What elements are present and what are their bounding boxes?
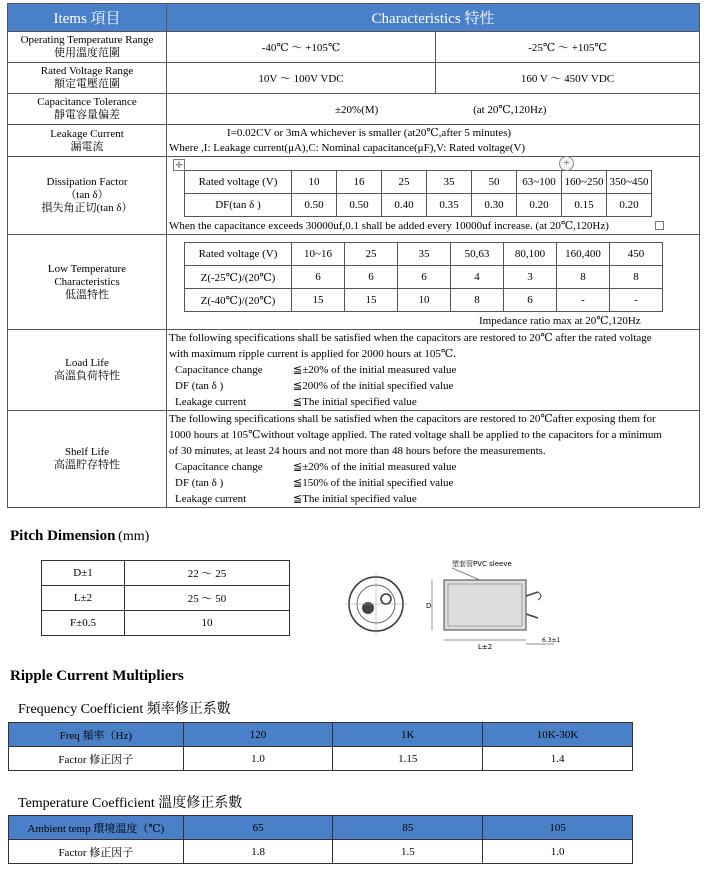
- capacitor-drawing: [340, 556, 580, 652]
- diameter-label: D: [426, 602, 432, 610]
- lowtemp-voltage-cell: 10~16: [292, 243, 345, 266]
- temp-factor-cell: 1.5: [333, 840, 483, 864]
- temp-head-cell: 65: [183, 816, 333, 840]
- temp-head-cell: 105: [483, 816, 633, 840]
- shelflife-item: [169, 491, 699, 507]
- shelflife-line1: The following specifications shall be satisfied when the capacitors are restored to 20℃after exposing them for: [169, 413, 656, 425]
- freq-head-cell: 1K: [333, 723, 483, 747]
- loadlife-line1: The following specifications shall be satisfied when the capacitors are restored to 20℃ after the rated voltage: [169, 332, 652, 344]
- temp-factor-cell: Factor 修正因子: [9, 840, 184, 864]
- df-value-cell: 0.15: [562, 194, 607, 217]
- df-value-cell: 0.30: [472, 194, 517, 217]
- df-voltage-cell: 50: [472, 171, 517, 194]
- freq-title: Frequency Coefficient 頻率修正系數: [18, 702, 231, 717]
- pitch-value: 25 ～ 50: [125, 586, 290, 611]
- df-value-cell: DF(tan δ ): [185, 194, 292, 217]
- op-temp-label-en: Operating Temperature Range: [20, 34, 154, 46]
- ripple-title: Ripple Current Multipliers: [10, 668, 184, 684]
- lowtemp-z40-cell: 10: [398, 289, 451, 312]
- lowtemp-voltage-cell: 25: [345, 243, 398, 266]
- voltage-right: 160 V ～ 450V VDC: [436, 63, 700, 94]
- resize-handle-icon[interactable]: [655, 221, 664, 230]
- header-characteristics: Characteristics 特性: [167, 4, 700, 32]
- freq-factor-cell: Factor 修正因子: [9, 747, 184, 771]
- df-value-cell: 0.50: [292, 194, 337, 217]
- pitch-row: [42, 586, 290, 611]
- df-value-cell: 0.35: [427, 194, 472, 217]
- pitch-value: 22 ～ 25: [125, 561, 290, 586]
- shelflife-item: [169, 459, 699, 475]
- loadlife-item-value: ≦200% of the initial specified value: [293, 380, 454, 392]
- loadlife-item: [169, 378, 699, 394]
- df-voltage-cell: 10: [292, 171, 337, 194]
- leakage-label: [8, 125, 167, 157]
- sleeve-label: 塑套管PVC sleeve: [452, 560, 512, 568]
- pitch-heading: [10, 528, 149, 545]
- lowtemp-note: Impedance ratio max at 20℃,120Hz: [479, 315, 641, 327]
- header-items: Items 項目: [8, 4, 167, 32]
- df-value-cell: 0.20: [517, 194, 562, 217]
- shelflife-label: [8, 411, 167, 508]
- lowtemp-table: [184, 242, 663, 312]
- lowtemp-z25-cell: Z(-25℃)/(20℃): [185, 266, 292, 289]
- loadlife-text: [167, 330, 700, 411]
- voltage-label: [8, 63, 167, 94]
- pitch-title: Pitch Dimension: [10, 528, 116, 544]
- loadlife-label: [8, 330, 167, 411]
- temp-title: Temperature Coefficient 溫度修正系數: [18, 796, 243, 811]
- lowtemp-z25-cell: 8: [610, 266, 663, 289]
- leakage-text: [167, 125, 700, 157]
- pitch-key: L±2: [42, 586, 125, 611]
- lowtemp-z40-cell: -: [610, 289, 663, 312]
- freq-factor-cell: 1.4: [483, 747, 633, 771]
- df-label: [8, 157, 167, 235]
- df-value-cell: 0.50: [337, 194, 382, 217]
- freq-table: [8, 722, 633, 771]
- capacitor-top-view: [345, 574, 407, 634]
- pitch-table: [41, 560, 290, 636]
- length-label: L±2: [478, 643, 493, 651]
- temp-table: [8, 815, 633, 864]
- freq-head-cell: 120: [183, 723, 333, 747]
- shelflife-item-key: Leakage current: [175, 493, 247, 505]
- lowtemp-label-en1: Low Temperature: [47, 262, 127, 275]
- op-temp-label: [8, 32, 167, 63]
- leakage-label-zh: 漏電流: [70, 140, 104, 153]
- freq-head-cell: Freq 頻率（Hz): [9, 723, 184, 747]
- shelflife-item-value: ≦150% of the initial specified value: [293, 477, 454, 489]
- shelflife-item-value: ≦±20% of the initial measured value: [293, 461, 457, 473]
- op-temp-label-zh: 使用溫度范圍: [54, 47, 120, 59]
- loadlife-item: [169, 362, 699, 378]
- pitch-key: D±1: [42, 561, 125, 586]
- loadlife-item-key: Capacitance change: [175, 364, 263, 376]
- leakage-formula: I=0.02CV or 3mA whichever is smaller (at20℃,after 5 minutes): [227, 126, 512, 139]
- capacitor-side-view: [432, 568, 554, 644]
- loadlife-item-value: ≦The initial specified value: [293, 396, 417, 408]
- df-voltage-cell: 25: [382, 171, 427, 194]
- shelflife-item-key: Capacitance change: [175, 461, 263, 473]
- lowtemp-z25-cell: 3: [504, 266, 557, 289]
- shelflife-item-key: DF (tan δ ): [175, 477, 224, 489]
- df-note: When the capacitance exceeds 30000uf,0.1 shall be added every 10000uf increase. (at 20℃,120Hz): [169, 220, 609, 232]
- temp-head-cell: 85: [333, 816, 483, 840]
- df-voltage-cell: 160~250: [562, 171, 607, 194]
- tolerance-value-cell: [167, 94, 700, 125]
- lowtemp-label: [8, 235, 167, 330]
- lowtemp-label-zh: 低溫特性: [65, 288, 109, 301]
- df-value-cell: 0.40: [382, 194, 427, 217]
- df-voltage-cell: Rated voltage (V): [185, 171, 292, 194]
- lowtemp-voltage-cell: 160,400: [557, 243, 610, 266]
- lowtemp-voltage-cell: Rated voltage (V): [185, 243, 292, 266]
- lowtemp-z40-cell: 15: [292, 289, 345, 312]
- op-temp-left: -40℃ ～ +105℃: [167, 32, 436, 63]
- df-table: [184, 170, 652, 217]
- loadlife-label-en: Load Life: [65, 357, 109, 369]
- pitch-unit: (mm): [118, 529, 150, 544]
- lowtemp-voltage-cell: 450: [610, 243, 663, 266]
- df-label-tan: （tan δ）: [65, 189, 109, 201]
- tolerance-label-en: Capacitance Tolerance: [37, 96, 137, 108]
- shelflife-item-value: ≦The initial specified value: [293, 493, 417, 505]
- df-voltage-cell: 16: [337, 171, 382, 194]
- tolerance-label: [8, 94, 167, 125]
- df-voltage-cell: 35: [427, 171, 472, 194]
- lowtemp-z40-cell: -: [557, 289, 610, 312]
- lowtemp-z25-cell: 6: [345, 266, 398, 289]
- df-cell: [167, 157, 700, 235]
- loadlife-item-key: Leakage current: [175, 396, 247, 408]
- freq-factor-cell: 1.15: [333, 747, 483, 771]
- lowtemp-cell: [167, 235, 700, 330]
- shelflife-line3: of 30 minutes, at least 24 hours and not more than 48 hours before the measurements.: [169, 445, 546, 457]
- loadlife-item-value: ≦±20% of the initial measured value: [293, 364, 457, 376]
- shelflife-text: [167, 411, 700, 508]
- lowtemp-z40-cell: Z(-40℃)/(20℃): [185, 289, 292, 312]
- lowtemp-z25-cell: 4: [451, 266, 504, 289]
- df-label-zh: 損失角正切(tan δ）: [41, 202, 133, 214]
- move-handle-icon[interactable]: ✛: [173, 159, 185, 171]
- voltage-label-zh: 額定電壓范圍: [54, 78, 120, 90]
- loadlife-line2: with maximum ripple current is applied for 2000 hours at 105℃.: [169, 348, 456, 360]
- df-value-cell: 0.20: [607, 194, 652, 217]
- loadlife-item-key: DF (tan δ ): [175, 380, 224, 392]
- lowtemp-label-en2: Characteristics: [54, 275, 120, 288]
- shelflife-label-zh: 高溫貯存特性: [54, 459, 120, 471]
- temp-head-cell: Ambient temp 環境溫度（℃): [9, 816, 184, 840]
- shelflife-line2: 1000 hours at 105℃without voltage applied. The rated voltage shall be applied to the capacitors for a minimum: [169, 429, 662, 441]
- pitch-key: F±0.5: [42, 611, 125, 636]
- loadlife-label-zh: 高溫負荷特性: [54, 370, 120, 382]
- shelflife-item: [169, 475, 699, 491]
- lowtemp-z25-cell: 6: [398, 266, 451, 289]
- freq-head-cell: 10K-30K: [483, 723, 633, 747]
- lowtemp-voltage-cell: 80,100: [504, 243, 557, 266]
- lowtemp-z40-cell: 8: [451, 289, 504, 312]
- tolerance-value: ±20%(M): [335, 103, 379, 116]
- tolerance-label-zh: 靜電容量偏差: [54, 109, 120, 121]
- leakage-where: Where ,I: Leakage current(μA),C: Nominal capacitance(μF),V: Rated voltage(V): [169, 141, 526, 154]
- leakage-label-en: Leakage Current: [50, 127, 124, 140]
- shelflife-label-en: Shelf Life: [64, 446, 110, 458]
- df-label-en: Dissipation Factor: [46, 176, 128, 188]
- lowtemp-z40-cell: 6: [504, 289, 557, 312]
- freq-factor-cell: 1.0: [183, 747, 333, 771]
- df-note-row: [167, 219, 699, 232]
- lowtemp-z25-cell: 8: [557, 266, 610, 289]
- pitch-value: 10: [125, 611, 290, 636]
- tolerance-cond: (at 20℃,120Hz): [473, 103, 547, 116]
- temp-factor-cell: 1.0: [483, 840, 633, 864]
- lowtemp-voltage-cell: 50,63: [451, 243, 504, 266]
- add-column-icon[interactable]: +: [559, 156, 574, 171]
- df-voltage-cell: 63~100: [517, 171, 562, 194]
- op-temp-right: -25℃ ～ +105℃: [436, 32, 700, 63]
- lowtemp-z25-cell: 6: [292, 266, 345, 289]
- lead-label: 6.3±1: [542, 637, 561, 644]
- lowtemp-voltage-cell: 35: [398, 243, 451, 266]
- voltage-label-en: Rated Voltage Range: [40, 65, 134, 77]
- pitch-row: [42, 561, 290, 586]
- df-voltage-cell: 350~450: [607, 171, 652, 194]
- loadlife-item: [169, 394, 699, 410]
- lowtemp-z40-cell: 15: [345, 289, 398, 312]
- spec-table: [7, 3, 700, 508]
- temp-factor-cell: 1.8: [183, 840, 333, 864]
- voltage-left: 10V ～ 100V VDC: [167, 63, 436, 94]
- pitch-row: [42, 611, 290, 636]
